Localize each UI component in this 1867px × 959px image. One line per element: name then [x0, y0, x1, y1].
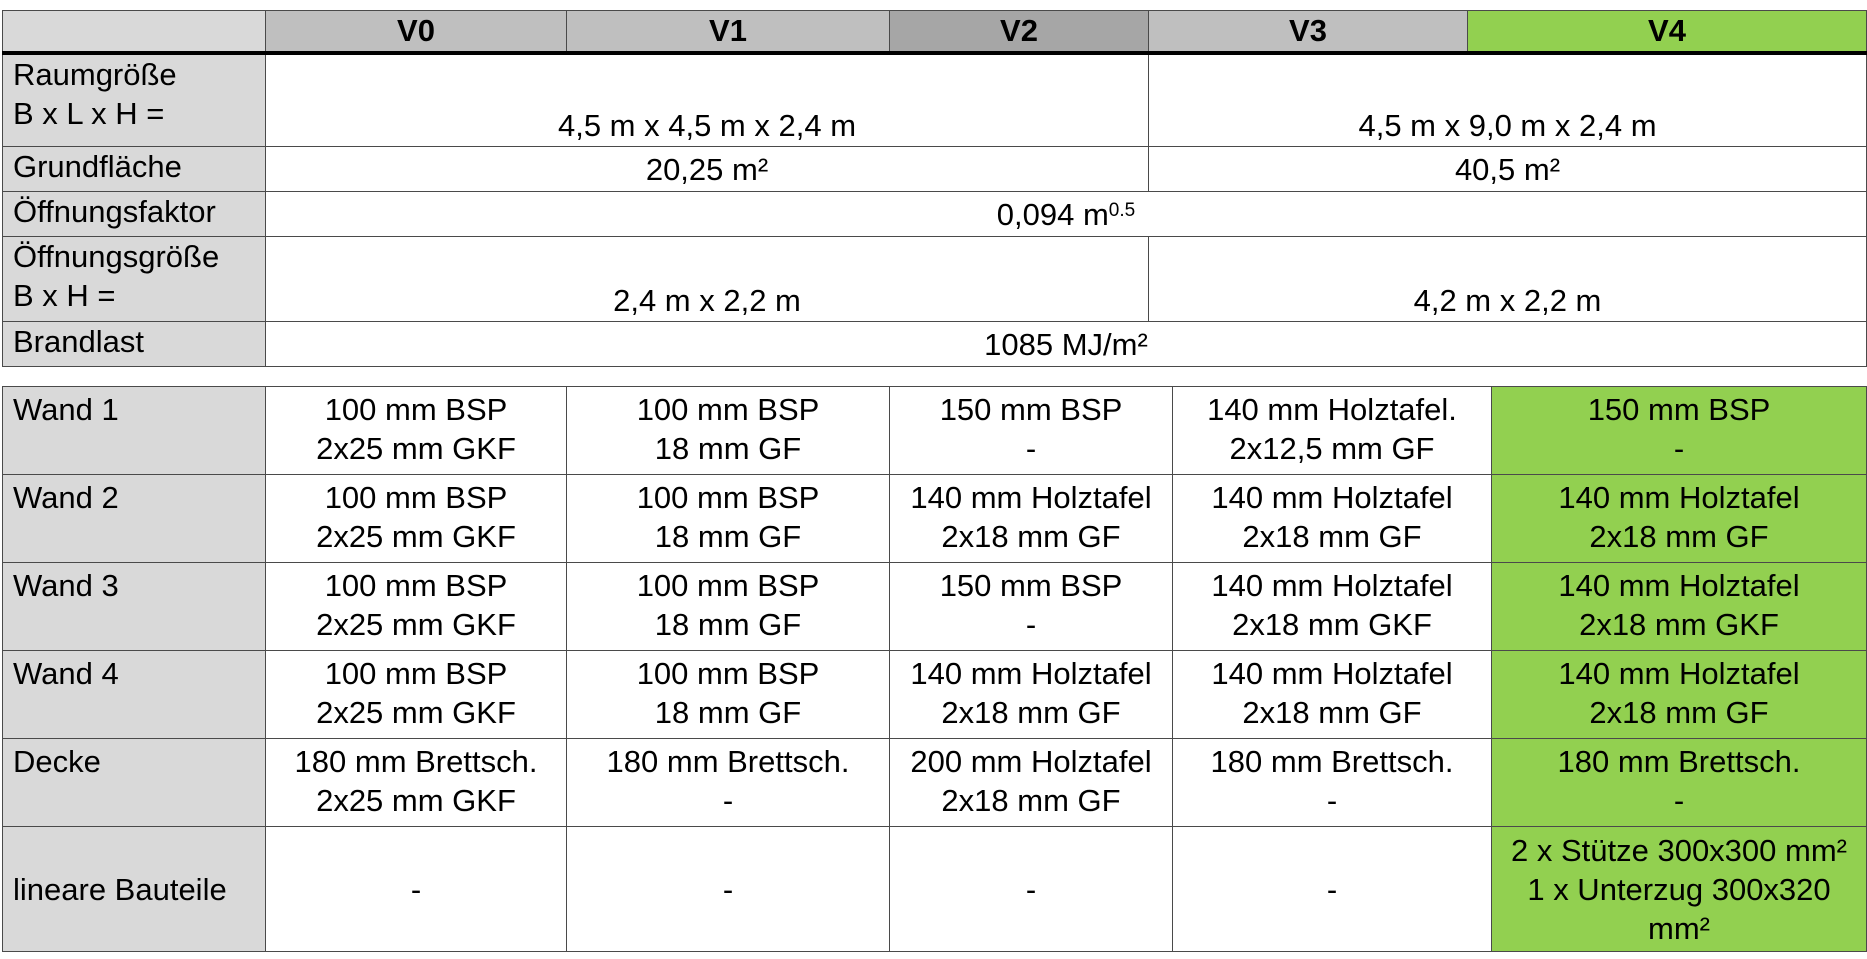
label-line: Öffnungsgröße — [13, 239, 220, 274]
cell-v3 — [1173, 387, 1492, 475]
cell-v1 — [567, 387, 890, 475]
label-line: Raumgröße — [13, 57, 177, 92]
cell-line: 2x12,5 mm GF — [1229, 431, 1435, 466]
row-brandlast — [3, 322, 1867, 367]
cell-line: 2x25 mm GKF — [316, 431, 516, 466]
cell-line: - — [1025, 607, 1037, 642]
cell-v0 — [266, 475, 567, 563]
cell-v4 — [1492, 475, 1867, 563]
grundflaeche-v3-v4: 40,5 m² — [1149, 147, 1867, 192]
cell-line: 180 mm Brettsch. — [606, 744, 850, 779]
component-label: Decke — [3, 739, 266, 827]
cell-v0: - — [266, 827, 567, 952]
cell-v2: - — [890, 827, 1173, 952]
cell-line: 140 mm Holztafel — [1211, 568, 1453, 603]
cell-v2 — [890, 651, 1173, 739]
oeffnungsfaktor-base: 0,094 m — [996, 196, 1109, 232]
row-label-brandlast: Brandlast — [3, 322, 266, 367]
component-label: Wand 1 — [3, 387, 266, 475]
cell-line: 2x18 mm GKF — [1232, 607, 1432, 642]
cell-v2 — [890, 387, 1173, 475]
cell-line: 140 mm Holztafel — [1211, 480, 1453, 515]
cell-v3: - — [1173, 827, 1492, 952]
cell-v2 — [890, 563, 1173, 651]
cell-v0 — [266, 387, 567, 475]
cell-v2 — [890, 739, 1173, 827]
row-raumgroesse — [3, 53, 1867, 147]
cell-line: 150 mm BSP — [939, 568, 1123, 603]
cell-v4 — [1492, 739, 1867, 827]
room-parameters-table — [2, 10, 1867, 367]
label-line: B x L x H = — [13, 96, 165, 131]
component-label: lineare Bauteile — [3, 827, 266, 952]
row-label-oeffnungsgroesse — [3, 237, 266, 322]
oeffnungsfaktor-value — [266, 192, 1867, 237]
oeffnungsgroesse-v3-v4: 4,2 m x 2,2 m — [1149, 237, 1867, 322]
cell-v1 — [567, 563, 890, 651]
cell-line: 2x18 mm GF — [1589, 695, 1769, 730]
header-v0: V0 — [266, 11, 567, 54]
cell-line: 140 mm Holztafel — [1211, 656, 1453, 691]
cell-line: 100 mm BSP — [636, 568, 820, 603]
cell-line: - — [722, 783, 734, 818]
cell-v3 — [1173, 739, 1492, 827]
cell-line: - — [1673, 783, 1685, 818]
cell-line: 2x25 mm GKF — [316, 783, 516, 818]
header-v3: V3 — [1149, 11, 1468, 54]
cell-v4 — [1492, 387, 1867, 475]
cell-line: 140 mm Holztafel — [910, 656, 1152, 691]
cell-line: 180 mm Brettsch. — [1557, 744, 1801, 779]
component-row-lineare-bauteile — [3, 827, 1867, 952]
cell-line: 18 mm GF — [654, 607, 802, 642]
component-row-decke — [3, 739, 1867, 827]
cell-line: 100 mm BSP — [324, 656, 508, 691]
oeffnungsfaktor-exponent: 0.5 — [1108, 199, 1136, 221]
cell-v1 — [567, 739, 890, 827]
row-grundflaeche — [3, 147, 1867, 192]
cell-v2 — [890, 475, 1173, 563]
cell-v4 — [1492, 827, 1867, 952]
cell-line: 2x18 mm GF — [941, 519, 1121, 554]
cell-line: 2 x Stütze 300x300 mm² — [1511, 832, 1847, 868]
cell-line: mm² — [1648, 910, 1710, 946]
component-table — [2, 386, 1867, 952]
cell-line: 18 mm GF — [654, 431, 802, 466]
cell-line: - — [1326, 783, 1338, 818]
cell-line: 100 mm BSP — [636, 656, 820, 691]
component-row-wand-3 — [3, 563, 1867, 651]
row-label-oeffnungsfaktor: Öffnungsfaktor — [3, 192, 266, 237]
cell-v0 — [266, 651, 567, 739]
raumgroesse-v3-v4: 4,5 m x 9,0 m x 2,4 m — [1149, 53, 1867, 147]
row-label-raumgroesse — [3, 53, 266, 147]
brandlast-value: 1085 MJ/m² — [266, 322, 1867, 367]
component-label: Wand 4 — [3, 651, 266, 739]
cell-line: 100 mm BSP — [324, 568, 508, 603]
cell-line: 2x25 mm GKF — [316, 695, 516, 730]
cell-line: 140 mm Holztafel — [1558, 480, 1800, 515]
cell-line: 1 x Unterzug 300x320 — [1527, 871, 1831, 907]
row-oeffnungsfaktor — [3, 192, 1867, 237]
cell-line: 140 mm Holztafel — [1558, 656, 1800, 691]
cell-line: 2x18 mm GF — [1589, 519, 1769, 554]
cell-line: 18 mm GF — [654, 519, 802, 554]
header-row — [3, 11, 1867, 54]
cell-v3 — [1173, 475, 1492, 563]
row-label-grundflaeche: Grundfläche — [3, 147, 266, 192]
label-line: B x H = — [13, 278, 116, 313]
component-label: Wand 3 — [3, 563, 266, 651]
cell-line: 100 mm BSP — [636, 480, 820, 515]
cell-v0 — [266, 563, 567, 651]
component-row-wand-2 — [3, 475, 1867, 563]
header-v1: V1 — [567, 11, 890, 54]
cell-v1 — [567, 651, 890, 739]
cell-line: 2x18 mm GF — [1242, 519, 1422, 554]
component-row-wand-1 — [3, 387, 1867, 475]
cell-line: 100 mm BSP — [324, 392, 508, 427]
header-v2: V2 — [890, 11, 1149, 54]
component-row-wand-4 — [3, 651, 1867, 739]
oeffnungsgroesse-v0-v2: 2,4 m x 2,2 m — [266, 237, 1149, 322]
cell-line: 2x18 mm GF — [941, 695, 1121, 730]
cell-line: 200 mm Holztafel — [910, 744, 1152, 779]
cell-line: 2x18 mm GF — [941, 783, 1121, 818]
header-corner-cell — [3, 11, 266, 54]
cell-line: 150 mm BSP — [1587, 392, 1771, 427]
cell-v1: - — [567, 827, 890, 952]
cell-line: 2x25 mm GKF — [316, 519, 516, 554]
cell-line: 2x25 mm GKF — [316, 607, 516, 642]
cell-v4 — [1492, 563, 1867, 651]
component-label: Wand 2 — [3, 475, 266, 563]
cell-line: 150 mm BSP — [939, 392, 1123, 427]
cell-line: 18 mm GF — [654, 695, 802, 730]
cell-line: 100 mm BSP — [636, 392, 820, 427]
cell-line: 2x18 mm GKF — [1579, 607, 1779, 642]
cell-line: - — [1673, 431, 1685, 466]
cell-line: 140 mm Holztafel — [1558, 568, 1800, 603]
grundflaeche-v0-v2: 20,25 m² — [266, 147, 1149, 192]
header-v4: V4 — [1468, 11, 1867, 54]
cell-v3 — [1173, 563, 1492, 651]
cell-line: 100 mm BSP — [324, 480, 508, 515]
cell-v0 — [266, 739, 567, 827]
cell-line: 140 mm Holztafel — [910, 480, 1152, 515]
cell-line: 180 mm Brettsch. — [294, 744, 538, 779]
raumgroesse-v0-v2: 4,5 m x 4,5 m x 2,4 m — [266, 53, 1149, 147]
cell-v3 — [1173, 651, 1492, 739]
cell-line: - — [1025, 431, 1037, 466]
row-oeffnungsgroesse — [3, 237, 1867, 322]
cell-line: 2x18 mm GF — [1242, 695, 1422, 730]
cell-line: 140 mm Holztafel. — [1207, 392, 1457, 427]
cell-line: 180 mm Brettsch. — [1210, 744, 1454, 779]
cell-v1 — [567, 475, 890, 563]
cell-v4 — [1492, 651, 1867, 739]
